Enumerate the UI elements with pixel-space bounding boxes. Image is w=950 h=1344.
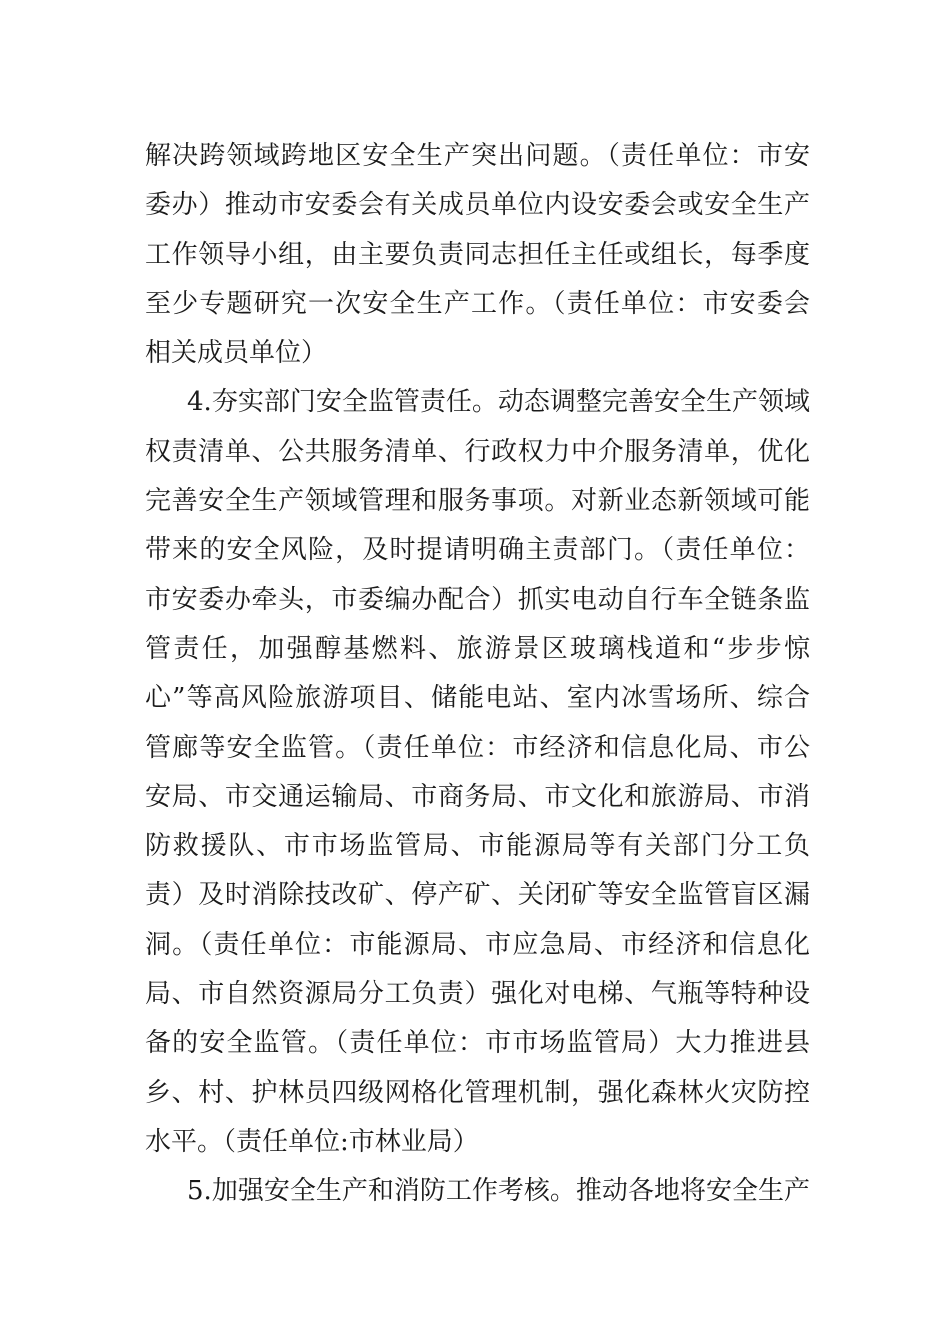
text-line: 带来的安全风险，及时提请明确主责部门。（责任单位： (145, 535, 810, 566)
text-line: 局、市自然资源局分工负责）强化对电梯、气瓶等特种设 (145, 979, 810, 1010)
section-heading-line: 5.加强安全生产和消防工作考核。推动各地将安全生产 (187, 1176, 810, 1207)
text-line: 乡、村、护林员四级网格化管理机制，强化森林火灾防控 (145, 1077, 810, 1108)
text-line: 管廊等安全监管。（责任单位：市经济和信息化局、市公 (145, 732, 810, 763)
text-line: 相关成员单位） (145, 338, 328, 369)
text-line: 市安委办牵头，市委编办配合）抓实电动自行车全链条监 (145, 584, 810, 615)
text-line: 水平。（责任单位:市林业局） (145, 1126, 479, 1157)
text-line: 管责任，加强醇基燃料、旅游景区玻璃栈道和“步步惊 (145, 633, 810, 664)
text-line: 工作领导小组，由主要负责同志担任主任或组长，每季度 (145, 239, 810, 270)
text-line: 责）及时消除技改矿、停产矿、关闭矿等安全监管盲区漏 (145, 880, 810, 911)
text-line: 安局、市交通运输局、市商务局、市文化和旅游局、市消 (145, 781, 810, 812)
text-line: 备的安全监管。（责任单位：市市场监管局）大力推进县 (145, 1028, 810, 1059)
text-line: 解决跨领域跨地区安全生产突出问题。（责任单位：市安 (145, 141, 810, 171)
text-line: 委办）推动市安委会有关成员单位内设安委会或安全生产 (145, 190, 810, 221)
body-text (145, 132, 810, 1217)
text-line: 洞。（责任单位：市能源局、市应急局、市经济和信息化 (145, 929, 810, 960)
text-line: 防救援队、市市场监管局、市能源局等有关部门分工负 (145, 831, 810, 862)
text-line: 权责清单、公共服务清单、行政权力中介服务清单，优化 (145, 436, 810, 467)
text-line: 心”等高风险旅游项目、储能电站、室内冰雪场所、综合 (145, 683, 810, 714)
text-line: 完善安全生产领域管理和服务事项。对新业态新领域可能 (145, 486, 810, 517)
section-heading-line: 4.夯实部门安全监管责任。动态调整完善安全生产领域 (187, 387, 810, 418)
text-line: 至少专题研究一次安全生产工作。（责任单位：市安委会 (145, 288, 810, 319)
